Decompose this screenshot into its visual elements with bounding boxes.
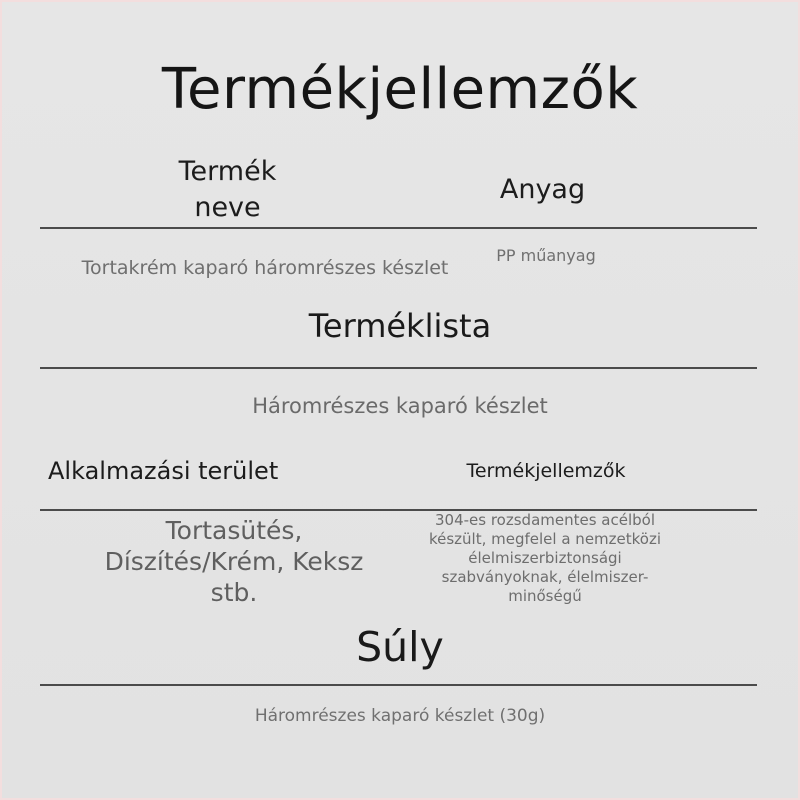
divider-1 [40, 227, 757, 229]
divider-2 [40, 367, 757, 369]
divider-4 [40, 684, 757, 686]
material-value: PP műanyag [496, 246, 596, 265]
product-name-label: Termék neve [178, 156, 277, 223]
product-list-heading: Terméklista [308, 307, 492, 345]
page-title: Termékjellemzők [161, 57, 639, 122]
product-name-value: Tortakrém kaparó háromrészes készlet [81, 257, 449, 279]
features-label: Termékjellemzők [466, 460, 626, 482]
features-value: 304-es rozsdamentes acélból készült, megfelel a nemzetközi élelmiszerbiztonsági szabványoknak, élelmiszer-minőségű [428, 511, 662, 605]
application-value: Tortasütés, Díszítés/Krém, Keksz stb. [104, 516, 364, 607]
weight-heading: Súly [356, 623, 444, 671]
weight-value: Háromrészes kaparó készlet (30g) [254, 706, 546, 726]
application-label: Alkalmazási terület [48, 457, 279, 485]
product-list-value: Háromrészes kaparó készlet [252, 394, 548, 418]
material-label: Anyag [499, 174, 586, 205]
